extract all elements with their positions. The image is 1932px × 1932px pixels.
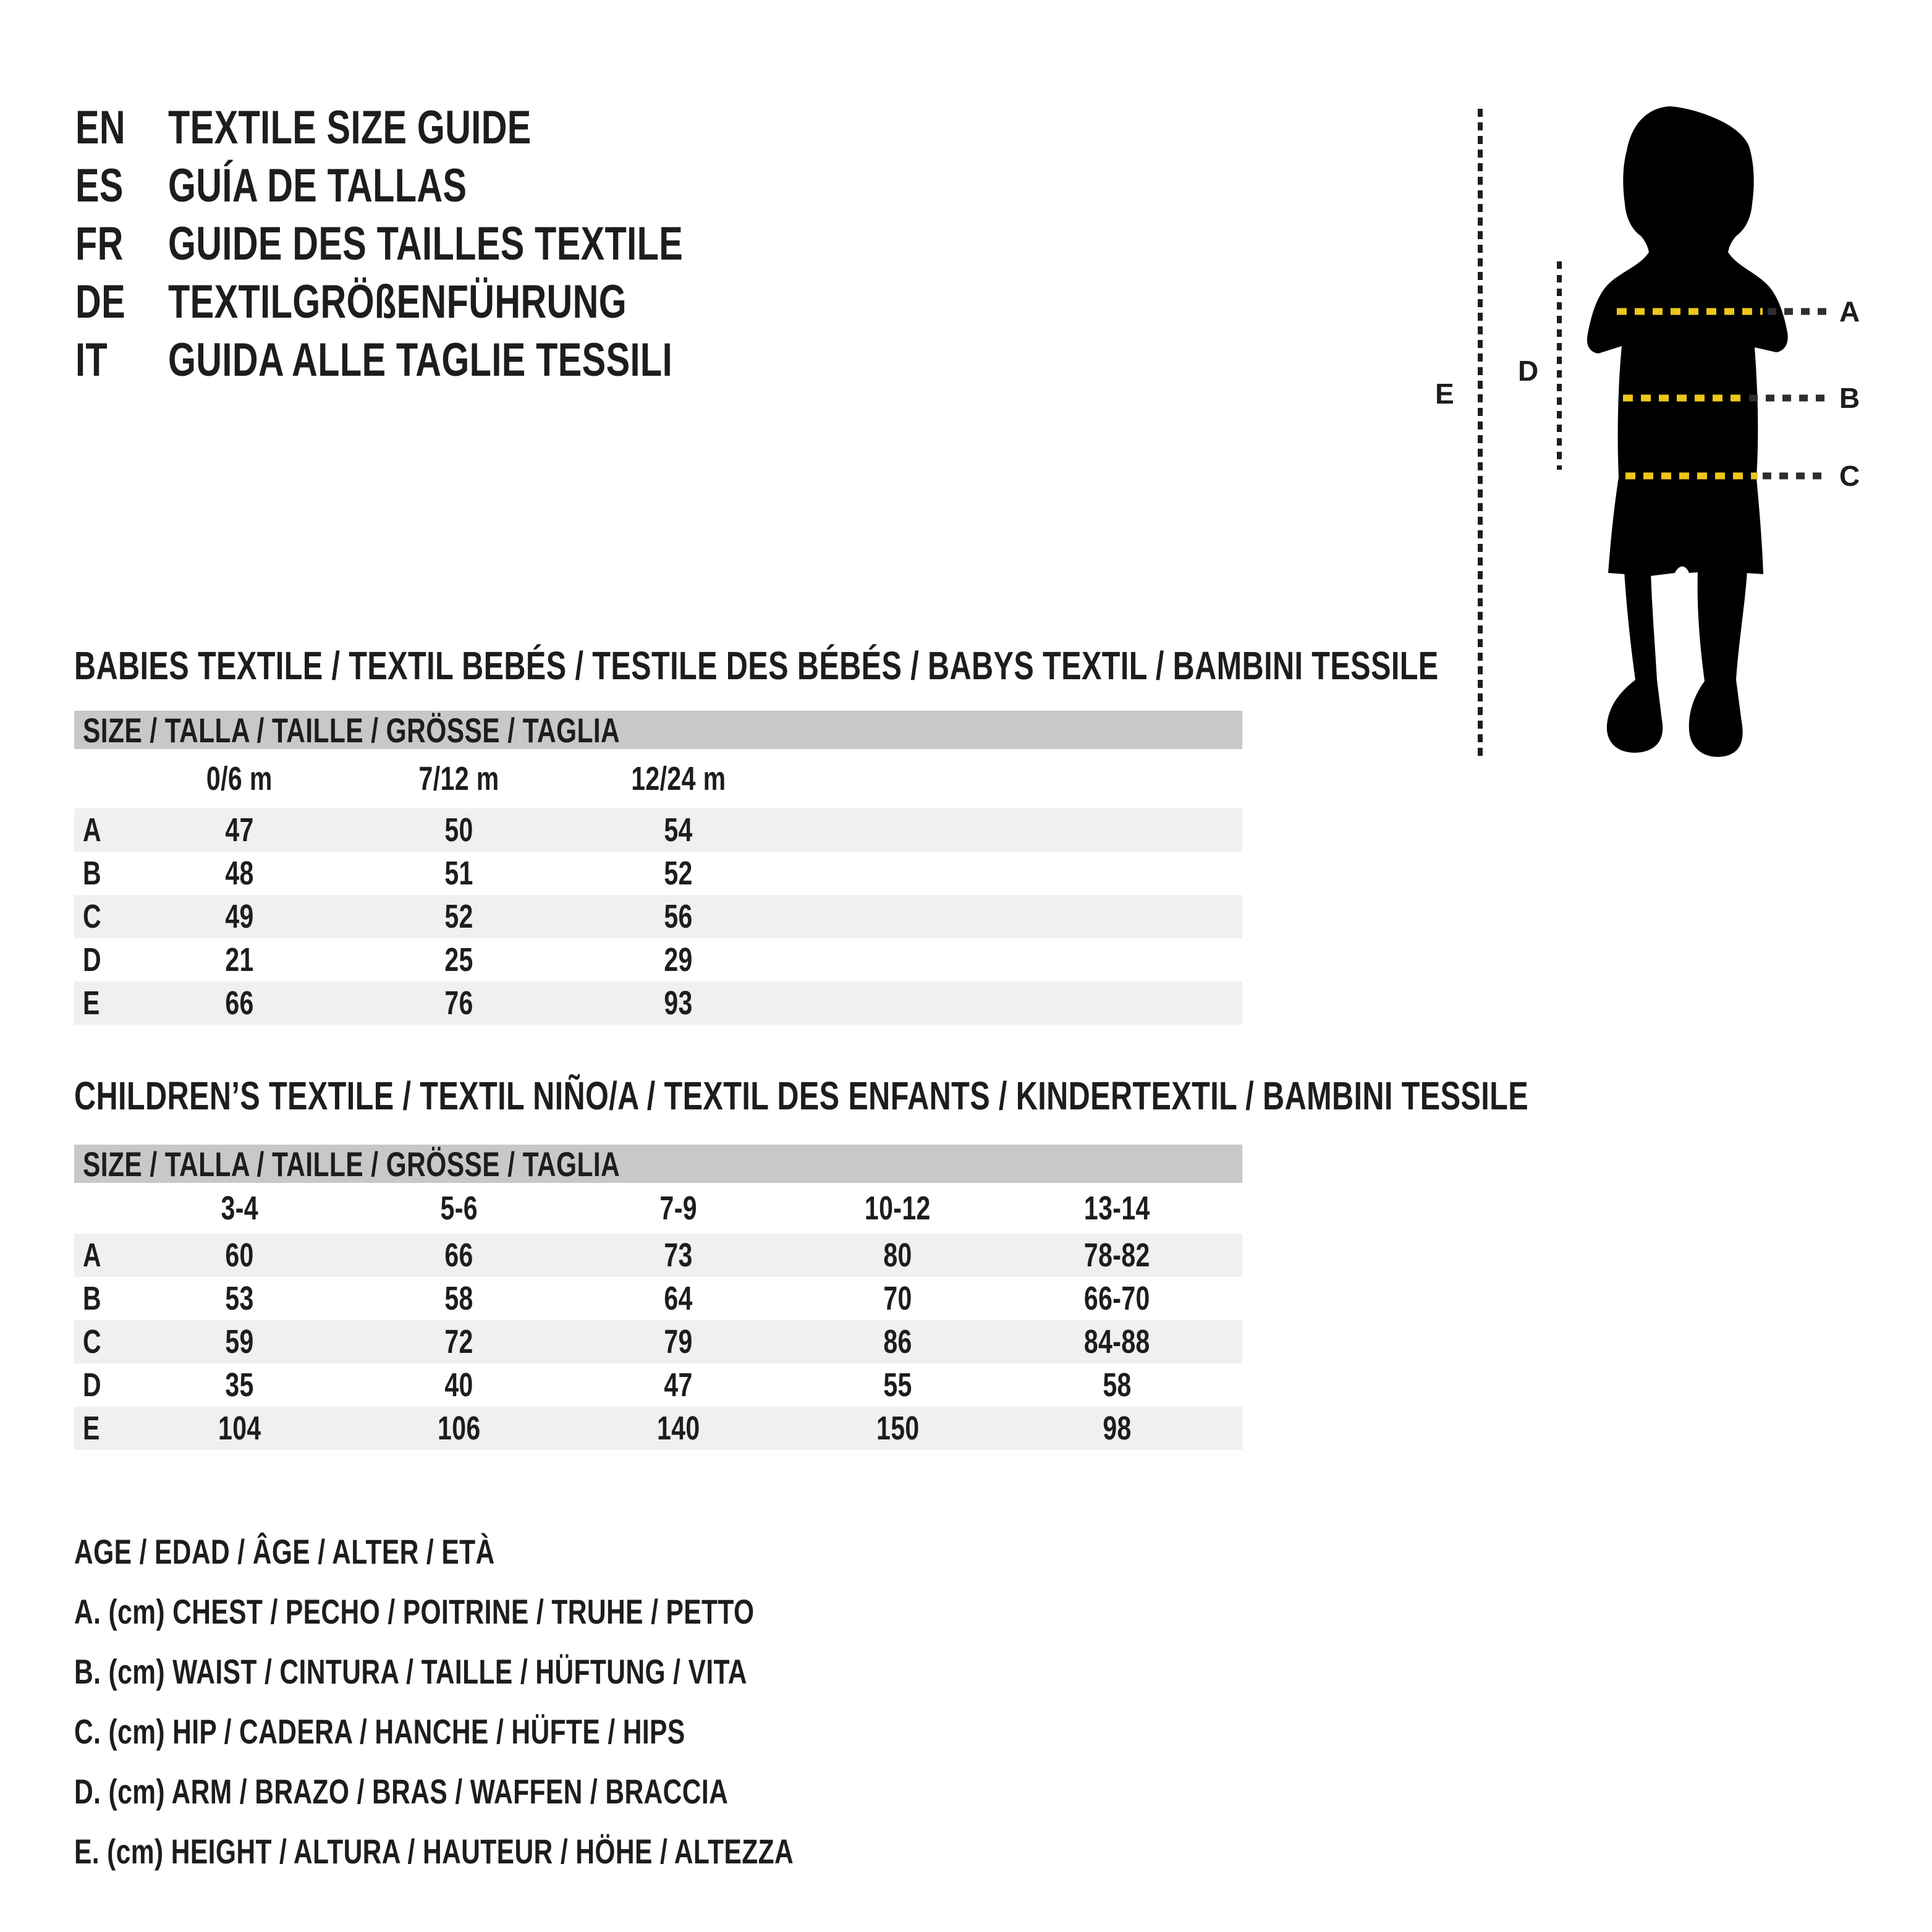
legend-line-arm: D. (cm) ARM / BRAZO / BRAS / WAFFEN / BRACCIA: [74, 1772, 729, 1811]
table-cell: 73: [664, 1237, 693, 1274]
legend-line-waist: B. (cm) WAIST / CINTURA / TAILLE / HÜFTUNG / VITA: [74, 1652, 747, 1691]
babies-size-table: [74, 711, 1242, 1025]
table-cell: 48: [225, 855, 254, 892]
table-cell: 55: [883, 1366, 912, 1404]
column-header: 7-9: [659, 1190, 697, 1227]
legend-line-height: E. (cm) HEIGHT / ALTURA / HAUTEUR / HÖHE / ALTEZZA: [74, 1832, 794, 1871]
table-row: [74, 981, 1242, 1025]
language-row-fr: [75, 214, 845, 273]
table-cell: 84-88: [1084, 1323, 1150, 1360]
table-cell: 52: [444, 898, 473, 935]
language-title: GUIDA ALLE TAGLIE TESSILI: [168, 333, 673, 386]
children-size-table: [74, 1145, 1242, 1450]
size-header-label: SIZE / TALLA / TAILLE / GRÖSSE / TAGLIA: [83, 710, 621, 750]
figure-label-e: E: [1435, 378, 1454, 410]
table-cell: 72: [444, 1323, 473, 1360]
table-cell: 66-70: [1084, 1280, 1150, 1317]
table-cell: 60: [225, 1237, 254, 1274]
language-code: EN: [75, 101, 125, 154]
column-header: 12/24 m: [630, 760, 726, 797]
table-cell: 93: [664, 985, 693, 1022]
column-header: 7/12 m: [418, 760, 499, 797]
language-title: TEXTILGRÖßENFÜHRUNG: [168, 275, 627, 328]
language-code: IT: [75, 333, 108, 386]
language-title: TEXTILE SIZE GUIDE: [168, 101, 532, 154]
measurement-legend: [74, 1522, 1021, 1881]
legend-line-age: AGE / EDAD / ÂGE / ALTER / ETÀ: [74, 1532, 495, 1571]
table-cell: 140: [656, 1410, 700, 1447]
table-cell: 50: [444, 811, 473, 849]
row-label: C: [83, 898, 102, 935]
children-table-column-headers: [74, 1183, 1242, 1234]
language-code: DE: [75, 275, 125, 328]
row-label: E: [83, 1410, 100, 1447]
table-cell: 80: [883, 1237, 912, 1274]
row-label: C: [83, 1323, 102, 1360]
table-cell: 66: [444, 1237, 473, 1274]
table-row: [74, 808, 1242, 852]
babies-table-size-header: [74, 711, 1242, 749]
figure-label-b: B: [1839, 382, 1860, 414]
figure-label-d: D: [1518, 355, 1539, 387]
size-header-label: SIZE / TALLA / TAILLE / GRÖSSE / TAGLIA: [83, 1144, 621, 1184]
language-title: GUIDE DES TAILLES TEXTILE: [168, 217, 684, 270]
language-row-it: [75, 331, 845, 389]
table-row: [74, 852, 1242, 895]
table-cell: 49: [225, 898, 254, 935]
table-row: [74, 1277, 1242, 1320]
table-cell: 58: [1103, 1366, 1132, 1404]
children-table-size-header: [74, 1145, 1242, 1183]
table-row: [74, 1320, 1242, 1363]
table-cell: 70: [883, 1280, 912, 1317]
table-cell: 150: [876, 1410, 920, 1447]
table-cell: 51: [444, 855, 473, 892]
table-cell: 56: [664, 898, 693, 935]
row-label: A: [83, 811, 102, 849]
legend-line-chest: A. (cm) CHEST / PECHO / POITRINE / TRUHE / PETTO: [74, 1592, 755, 1631]
column-header: 5-6: [440, 1190, 478, 1227]
row-label: E: [83, 985, 100, 1022]
legend-line-hip: C. (cm) HIP / CADERA / HANCHE / HÜFTE / HIPS: [74, 1712, 685, 1751]
table-cell: 53: [225, 1280, 254, 1317]
table-cell: 35: [225, 1366, 254, 1404]
table-cell: 64: [664, 1280, 693, 1317]
language-row-de: [75, 273, 845, 331]
language-code: ES: [75, 159, 124, 212]
language-row-en: [75, 98, 845, 156]
row-label: B: [83, 855, 102, 892]
table-cell: 106: [437, 1410, 481, 1447]
table-row: [74, 895, 1242, 938]
table-cell: 21: [225, 941, 254, 978]
silhouette-body: [1587, 106, 1788, 576]
table-row: [74, 1363, 1242, 1407]
table-cell: 29: [664, 941, 693, 978]
table-cell: 98: [1103, 1410, 1132, 1447]
table-cell: 47: [664, 1366, 693, 1404]
row-label: A: [83, 1237, 102, 1274]
babies-section-heading: BABIES TEXTILE / TEXTIL BEBÉS / TESTILE DES BÉBÉS / BABYS TEXTIL / BAMBINI TESSILE: [74, 643, 1439, 688]
table-cell: 104: [218, 1410, 261, 1447]
figure-label-c: C: [1839, 460, 1860, 492]
table-cell: 76: [444, 985, 473, 1022]
language-list: [75, 98, 845, 389]
row-label: D: [83, 941, 102, 978]
table-cell: 52: [664, 855, 693, 892]
language-code: FR: [75, 217, 124, 270]
table-cell: 47: [225, 811, 254, 849]
child-measurement-figure: [1397, 80, 1932, 797]
row-label: B: [83, 1280, 102, 1317]
column-header: 0/6 m: [206, 760, 273, 797]
babies-table-column-headers: [74, 749, 1242, 808]
row-label: D: [83, 1366, 102, 1404]
table-row: [74, 1407, 1242, 1450]
column-header: 10-12: [865, 1190, 931, 1227]
table-cell: 79: [664, 1323, 693, 1360]
table-cell: 59: [225, 1323, 254, 1360]
table-cell: 25: [444, 941, 473, 978]
table-row: [74, 938, 1242, 981]
table-cell: 40: [444, 1366, 473, 1404]
language-title: GUÍA DE TALLAS: [168, 159, 467, 212]
language-row-es: [75, 156, 845, 214]
table-cell: 86: [883, 1323, 912, 1360]
table-cell: 58: [444, 1280, 473, 1317]
table-cell: 66: [225, 985, 254, 1022]
table-row: [74, 1234, 1242, 1277]
table-cell: 78-82: [1084, 1237, 1150, 1274]
column-header: 13-14: [1084, 1190, 1150, 1227]
children-section-heading: CHILDREN’S TEXTILE / TEXTIL NIÑO/A / TEXTIL DES ENFANTS / KINDERTEXTIL / BAMBINI TESSILE: [74, 1074, 1529, 1118]
figure-label-a: A: [1839, 295, 1860, 328]
column-header: 3-4: [221, 1190, 258, 1227]
table-cell: 54: [664, 811, 693, 849]
